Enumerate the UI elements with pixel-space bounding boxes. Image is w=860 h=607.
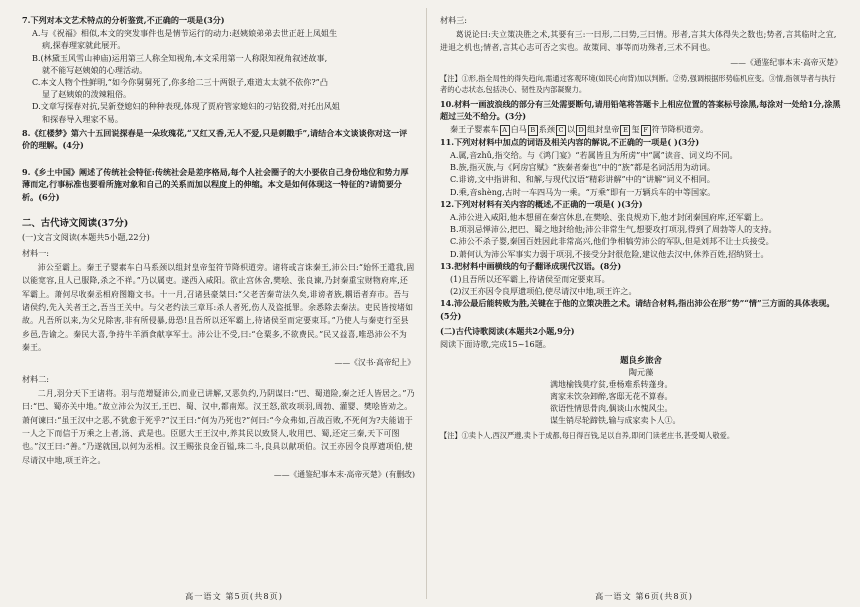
q12-option: A.沛公进入咸阳,他本想留在秦宫休息,在樊哙、张良规劝下,他才封闭秦国府库,还军霸上。 xyxy=(450,211,769,222)
q10-sentence xyxy=(450,123,842,136)
q7-option: C.本文人物个性鲜明,“如今你舅舅死了,你多给二三十两银子,难道太太就不依你?”凸 xyxy=(32,77,328,88)
q10-text: 秦王子婴素车 xyxy=(450,124,499,135)
q7-option: 和探春导入理家不易。 xyxy=(42,113,123,124)
q11: 11.下列对材料中加点的词语及相关内容的解说,不正确的一项是( )(3分) xyxy=(440,136,700,147)
q10-text: 降枳道旁。 xyxy=(667,124,709,135)
q7-option: D.文章写探春对抗,吴新登媳妇的种种表现,体现了贾府管家媳妇的刁钻狡猾,对托出风姐 xyxy=(32,101,340,112)
answer-box[interactable]: C xyxy=(556,125,566,136)
material-2-text: 二月,羽分天下王诸将。羽与范增疑沛公,而业已讲解,又恶负约,乃阴谋曰:“巴、蜀道险,秦之迁人皆居之。”乃曰:“巴、蜀亦关中地。”故立沛公为汉王,王巴、蜀、汉中,都南郑。汉王怒,欲攻项羽,周勃、灌婴、樊哙皆劝之。萧何谏曰:“虽王汉中之恶,不犹愈于死乎?”汉王曰:“何为乃死也?”何曰:“今众弗如,百战百败,不死何为?夫能诎于一人之下而信于万乘之上者,汤、武是也。臣愿大王王汉中,养其民以致贤人,收用巴、蜀,还定三秦,天下可图也。”汉王曰:“善。”乃遂就国,以何为丞相。汉王赐张良金百镒,珠二斗,良具以献项伯。汉王亦因令良厚遗项伯,使尽请汉中地,项王许之。 xyxy=(22,388,415,465)
page-footer: 高一语文 第5页(共8页) xyxy=(185,591,283,601)
q7-option: A.与《祝福》相似,本文的突发事件也是情节运行的动力:赵姨娘弟弟去世正赶上凤姐生 xyxy=(32,28,338,39)
q7-stem: 7.下列对本文艺术特点的分析鉴赏,不正确的一项是(3分) xyxy=(22,15,225,25)
q13-item: (2)汉王亦因令良厚遗项伯,使尽请汉中地,项王许之。 xyxy=(450,286,637,297)
poem-line: 离家未饮杂卸醉,客邸无花不算春。 xyxy=(550,391,673,401)
poem-author: 陶元藻 xyxy=(628,366,654,377)
material-2-source: ——《通鉴纪事本末·高帝灭楚》(有删改) xyxy=(273,470,415,480)
q10-text: 玺 xyxy=(631,124,640,135)
q10: 10.材料一画波浪线的部分有三处需要断句,请用铅笔将答题卡上相应位置的答案标号涂黑,每涂对一处给1分,涂黑超过三处不给分。(3分) xyxy=(440,98,841,122)
subsection-title: (二)古代诗歌阅读(本题共2小题,9分) xyxy=(440,325,575,336)
material-1-source: ——《汉书·高帝纪上》 xyxy=(334,357,415,367)
q11-option: C.诽谤,文中指讲和、和解,与现代汉语“精彩讲解”中的“讲解”词义不相同。 xyxy=(450,174,715,185)
q8: 8.《红楼梦》第六十五回说探春是一朵玫瑰花,“又红又香,无人不爱,只是刺戳手”,请结合本文谈谈你对这一评价的理解。(4分) xyxy=(22,127,408,151)
q14: 14.沛公最后能转败为胜,关键在于他的立策决胜之术。请结合材料,指出沛公在形“势”“情”三方面的具体表现。(5分) xyxy=(440,298,835,321)
material-3-text: 葛说论曰:夫立策决胜之术,其要有三:一曰形,二曰势,三曰情。形者,言其大体得失之数也;势者,言其临时之宜,进退之机也;情者,言其心志可否之实也。故策同、事等而功殊者,三术不同也。 xyxy=(440,30,837,53)
footnote: 【注】①卖卜人,西汉严遵,卖卜于成都,每日得百钱,足以自养,即闭门读老庄书,甚受蜀人敬爱。 xyxy=(440,430,735,440)
poem-line: 谋生销尽轮蹄铁,输与成家卖卜人①。 xyxy=(550,416,681,426)
q10-text: 以 xyxy=(566,124,576,135)
material-label: 材料三: xyxy=(440,15,468,25)
material-label: 材料一: xyxy=(22,247,50,258)
answer-box[interactable]: E xyxy=(620,125,630,136)
q10-text: 白马 xyxy=(510,124,527,135)
q12: 12.下列对材料有关内容的概述,不正确的一项是( )(3分) xyxy=(440,198,643,209)
q11-option: D.乘,音shèng,古时一车四马为一乘。“万乘”即有一万辆兵车的中等国家。 xyxy=(450,186,716,197)
poem-intro: 阅读下面诗歌,完成15~16题。 xyxy=(440,338,551,349)
q12-option: C.沛公不杀子婴,秦国百姓因此非常高兴,他们争相犒劳沛公的军队,但是刘邦不让士兵接受。 xyxy=(450,236,774,247)
q7-option: 就不能写赵姨娘的心理活动。 xyxy=(42,64,148,75)
material-label: 材料二: xyxy=(22,373,50,384)
q13: 13.把材料中画横线的句子翻译成现代汉语。(8分) xyxy=(440,260,622,271)
q9: 9.《乡土中国》阐述了传统社会特征:传统社会是差序格局,每个人社会圈子的大小要依自己身份地位和势力厚薄而定,行事标准也要看所施对象和自己的关系而加以程度上的伸缩。本文是如何体现这一特征的?请简要分析。(6分) xyxy=(22,167,409,202)
left-page xyxy=(22,14,415,585)
answer-box[interactable]: A xyxy=(500,125,510,136)
q13-item: (1)且吾所以还军霸上,待诸侯至而定要束耳。 xyxy=(450,273,610,284)
q12-option: B.项羽忌惮沛公,把巴、蜀之地封给他;沛公非常生气,想要攻打项羽,得到了周勃等人的支持。 xyxy=(450,224,777,235)
answer-box[interactable]: D xyxy=(576,125,586,136)
section-title: 二、古代诗文阅读(37分) xyxy=(22,217,129,229)
material-3-source: ——《通鉴纪事本末·高帝灭楚》 xyxy=(730,57,842,67)
q11-option: B.族,指灭族,与《阿房宫赋》“族秦者秦也”中的“族”都是名词活用为动词。 xyxy=(450,162,715,173)
page-divider xyxy=(426,8,427,599)
answer-box[interactable]: B xyxy=(528,125,538,136)
q10-text: 符节 xyxy=(651,124,668,135)
q7-option: B.(林黛玉风雪山神庙)运用第三人称全知视角,本文采用第一人称限知视角叙述故事, xyxy=(32,52,328,63)
subsection-title: (一)文言文阅读(本题共5小题,22分) xyxy=(22,231,150,242)
poem-line: 欲语性情思骨肉,偶谈山水愧风尘。 xyxy=(550,404,673,414)
answer-box[interactable]: F xyxy=(641,125,651,136)
q12-option: D.萧何认为沛公军事实力弱于项羽,不接受分封很危险,建议他去汉中,休养百姓,招纳贤士。 xyxy=(450,248,769,259)
q10-text: 系颈 xyxy=(538,124,555,135)
q11-option: A.属,音zhǔ,指交给。与《鸿门宴》“若属皆且为所虏”中“属”读音、词义均不同。 xyxy=(450,149,738,160)
poem-title: 题良乡旅舍 xyxy=(620,354,662,365)
footnote: 【注】①形,指全局性的得失趋向,需通过客观环境(如民心向背)加以判断。②势,强调根据形势临机应变。③情,指领导者与执行者的心志状态,包括决心、韧性及内部凝聚力。 xyxy=(440,73,836,94)
page-footer: 高一语文 第6页(共8页) xyxy=(595,591,693,601)
q10-text: 组封皇帝 xyxy=(587,124,620,135)
q7-option: 病,探春理家就此展开。 xyxy=(42,40,126,51)
material-1-text: 沛公至霸上。秦王子婴素车白马系颈以组封皇帝玺符节降枳道旁。诸将或言诛秦王,沛公曰:“始怀王遣我,固以能宽容,且人已服降,杀之不祥。”乃以属吏。遂西入咸阳。欲止宫休舍,樊哙、张良谏,乃封秦重宝财物府库,还军霸上。萧何尽收秦丞相府图籍文书。十一月,召诸县豪桀曰:“父老苦秦苛法久矣,诽谤者族,耦语者弃市。吾与诸侯约,先入关者王之,吾当王关中。与父老约法三章耳:杀人者死,伤人及盗抵罪。余悉除去秦法。吏民皆按堵如故。凡吾所以来,为父兄除害,非有所侵暴,毋恐!且吾所以还军霸上,待诸侯至而定要束耳。”乃使人与秦吏行至县乡邑,告谕之。秦民大喜,争持牛羊酒食献享军士。沛公让不受,曰:“仓粟多,不欲费民。”民又益喜,唯恐沛公不为秦王。 xyxy=(22,262,415,353)
poem-line: 满地榆钱莫疗贫,垂杨难系转蓬身。 xyxy=(550,379,673,389)
right-page xyxy=(440,14,842,585)
q7-option: 显了赵姨娘的泼辣粗俗。 xyxy=(42,89,132,100)
